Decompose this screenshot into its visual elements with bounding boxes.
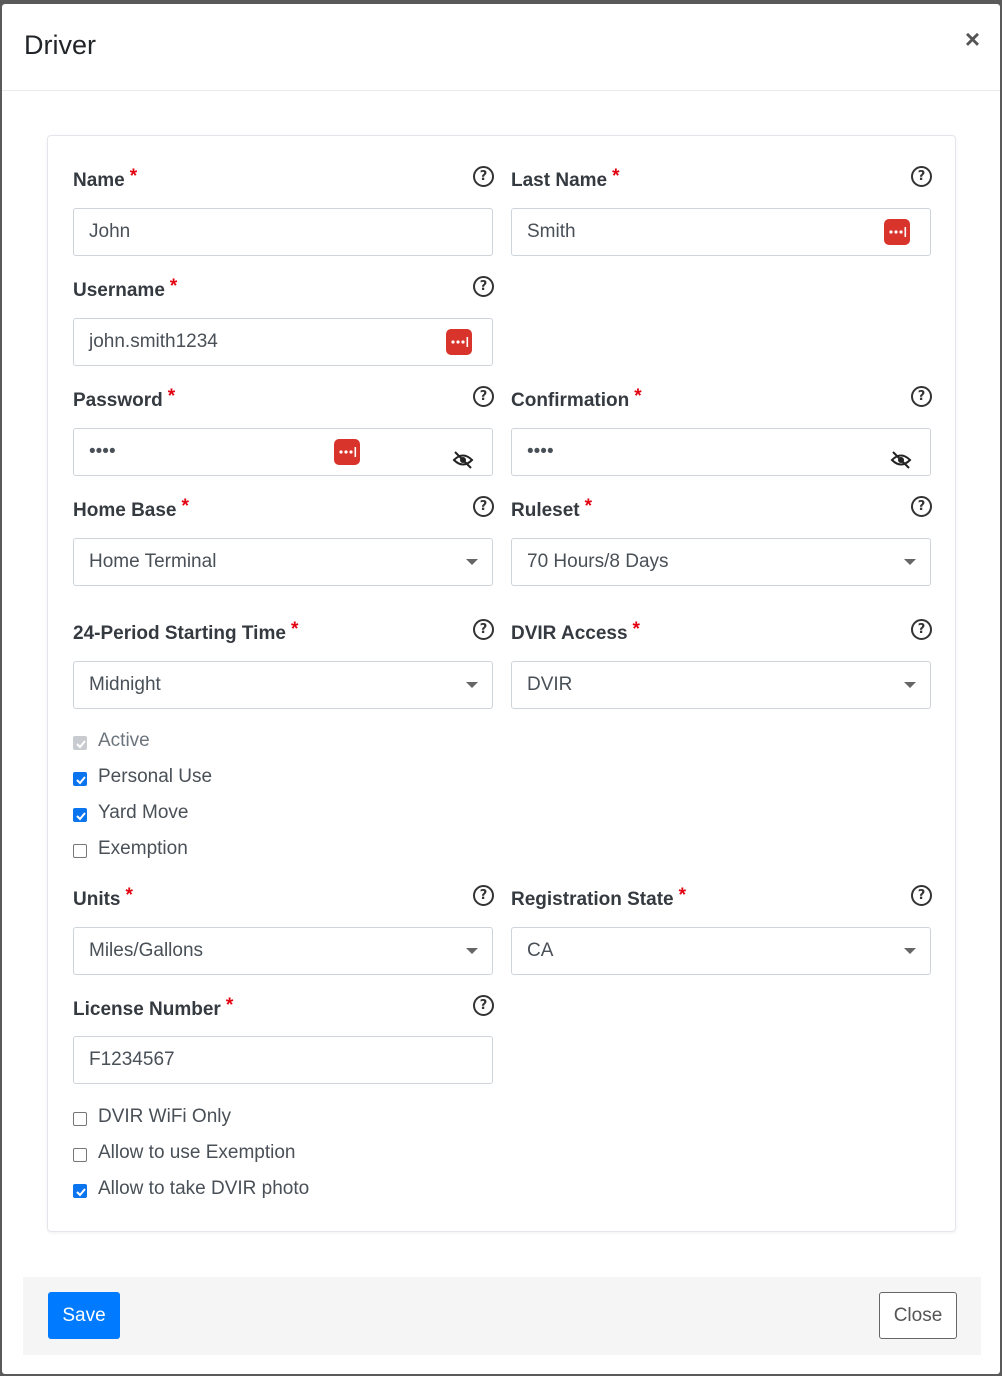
license-number-value: F1234567: [89, 1049, 175, 1070]
chevron-down-icon: [466, 948, 478, 954]
required-marker: *: [129, 166, 138, 187]
required-marker: *: [181, 496, 189, 517]
required-marker: *: [584, 496, 593, 517]
eye-slash-icon[interactable]: [890, 442, 912, 462]
yard-move-checkbox[interactable]: [73, 808, 87, 822]
driver-form-card: [47, 135, 956, 1232]
home-base-help-icon[interactable]: ?: [473, 496, 494, 517]
personal-use-checkbox[interactable]: [73, 772, 87, 786]
license-number-label: License Number *: [73, 995, 234, 1020]
active-checkbox: [73, 736, 87, 750]
required-marker: *: [678, 885, 686, 906]
required-marker: *: [612, 166, 620, 187]
name-help-icon[interactable]: ?: [473, 166, 494, 187]
dvir-access-select[interactable]: [511, 661, 931, 709]
modal-title: Driver: [24, 30, 96, 60]
ruleset-help-icon[interactable]: ?: [911, 496, 932, 517]
registration-state-label: Registration State *: [511, 885, 686, 910]
registration-state-help-icon[interactable]: ?: [911, 885, 932, 906]
allow-exemption-checkbox[interactable]: [73, 1148, 87, 1162]
registration-state-select[interactable]: [511, 927, 931, 975]
eye-slash-icon[interactable]: [452, 442, 474, 462]
ruleset-label: Ruleset *: [511, 496, 593, 521]
active-label: Active: [98, 730, 150, 751]
required-marker: *: [225, 995, 234, 1016]
password-manager-icon[interactable]: [334, 439, 360, 465]
units-select[interactable]: [73, 927, 493, 975]
confirmation-value: ••••: [527, 441, 554, 462]
chevron-down-icon: [466, 559, 478, 565]
required-marker: *: [634, 386, 642, 407]
license-number-help-icon[interactable]: ?: [473, 995, 494, 1016]
modal-footer: [23, 1277, 981, 1355]
allow-dvir-photo-checkbox[interactable]: [73, 1184, 87, 1198]
username-label: Username *: [73, 276, 178, 301]
confirmation-help-icon[interactable]: ?: [911, 386, 932, 407]
close-button[interactable]: Close: [879, 1292, 957, 1339]
username-input[interactable]: [73, 318, 493, 366]
dvir-wifi-only-checkbox[interactable]: [73, 1112, 87, 1126]
allow-dvir-photo-label: Allow to take DVIR photo: [98, 1178, 310, 1199]
period-start-help-icon[interactable]: ?: [473, 619, 494, 640]
chevron-down-icon: [466, 682, 478, 688]
password-label: Password *: [73, 386, 176, 411]
last-name-help-icon[interactable]: ?: [911, 166, 932, 187]
dvir-access-help-icon[interactable]: ?: [911, 619, 932, 640]
exemption-checkbox[interactable]: [73, 844, 87, 858]
exemption-label: Exemption: [98, 838, 188, 859]
close-icon[interactable]: ×: [964, 24, 980, 54]
password-help-icon[interactable]: ?: [473, 386, 494, 407]
required-marker: *: [167, 386, 176, 407]
chevron-down-icon: [904, 682, 916, 688]
allow-exemption-label: Allow to use Exemption: [98, 1142, 296, 1163]
required-marker: *: [290, 619, 299, 640]
units-label: Units *: [73, 885, 133, 910]
period-start-value: Midnight: [89, 674, 161, 695]
confirmation-input[interactable]: [511, 428, 931, 476]
confirmation-label: Confirmation *: [511, 386, 642, 411]
last-name-label: Last Name *: [511, 166, 620, 191]
name-label: Name *: [73, 166, 138, 191]
license-number-input[interactable]: [73, 1036, 493, 1084]
units-value: Miles/Gallons: [89, 940, 204, 961]
password-manager-icon[interactable]: [884, 219, 910, 245]
name-value: John: [89, 221, 131, 242]
username-help-icon[interactable]: ?: [473, 276, 494, 297]
home-base-value: Home Terminal: [89, 551, 217, 572]
dvir-access-label: DVIR Access *: [511, 619, 640, 644]
required-marker: *: [125, 885, 133, 906]
home-base-label: Home Base *: [73, 496, 189, 521]
registration-state-value: CA: [527, 940, 554, 961]
password-input[interactable]: [73, 428, 493, 476]
chevron-down-icon: [904, 559, 916, 565]
home-base-select[interactable]: [73, 538, 493, 586]
yard-move-label: Yard Move: [98, 802, 189, 823]
last-name-value: Smith: [527, 221, 576, 242]
units-help-icon[interactable]: ?: [473, 885, 494, 906]
driver-modal: [2, 4, 1000, 1374]
password-manager-icon[interactable]: [446, 329, 472, 355]
period-start-select[interactable]: [73, 661, 493, 709]
personal-use-label: Personal Use: [98, 766, 213, 787]
modal-header: [2, 4, 1000, 91]
period-start-label: 24-Period Starting Time *: [73, 619, 299, 644]
name-input[interactable]: [73, 208, 493, 256]
password-value: ••••: [89, 441, 116, 462]
last-name-input[interactable]: [511, 208, 931, 256]
required-marker: *: [632, 619, 640, 640]
required-marker: *: [169, 276, 178, 297]
username-value: john.smith1234: [89, 331, 218, 352]
ruleset-value: 70 Hours/8 Days: [527, 551, 669, 572]
dvir-access-value: DVIR: [527, 674, 573, 695]
chevron-down-icon: [904, 948, 916, 954]
ruleset-select[interactable]: [511, 538, 931, 586]
save-button[interactable]: Save: [48, 1292, 120, 1339]
dvir-wifi-only-label: DVIR WiFi Only: [98, 1106, 231, 1127]
